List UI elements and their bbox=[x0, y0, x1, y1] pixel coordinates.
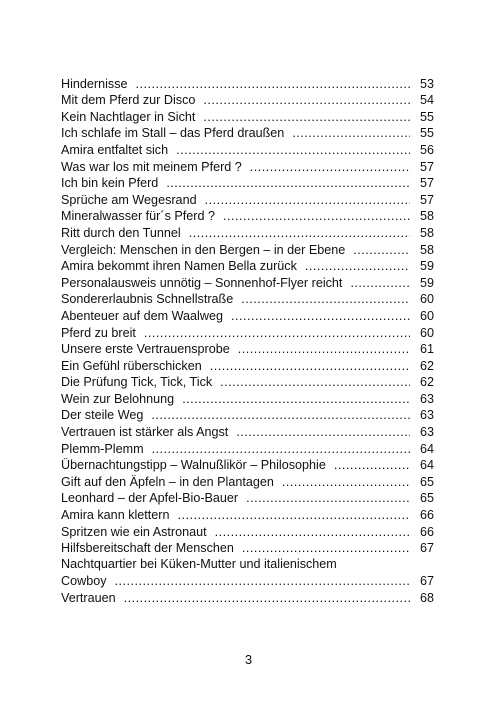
toc-entry-title: Sprüche am Wegesrand bbox=[61, 192, 197, 207]
toc-entry-page: 59 bbox=[419, 275, 434, 290]
toc-leader-dots bbox=[238, 341, 410, 357]
toc-entry bbox=[61, 423, 434, 440]
toc-entry-title: Hilfsbereitschaft der Menschen bbox=[61, 541, 234, 556]
toc-entry-page: 59 bbox=[419, 259, 434, 274]
toc-entry bbox=[61, 324, 434, 341]
toc-entry-title-line1: Nachtquartier bei Küken-Mutter und italienischem bbox=[61, 557, 337, 572]
toc-entry bbox=[61, 158, 434, 175]
toc-entry bbox=[61, 457, 434, 474]
toc-entry-title: Plemm-Plemm bbox=[61, 441, 144, 456]
toc-entry-title: Mit dem Pferd zur Disco bbox=[61, 93, 196, 108]
toc-entry-page: 58 bbox=[419, 242, 434, 257]
toc-entry bbox=[61, 556, 434, 589]
toc-entry bbox=[61, 92, 434, 109]
toc-entry-title: Vertrauen ist stärker als Angst bbox=[61, 425, 229, 440]
toc-entry-page: 57 bbox=[419, 159, 434, 174]
toc-entry bbox=[61, 357, 434, 374]
toc-entry bbox=[61, 341, 434, 358]
toc-entry bbox=[61, 108, 434, 125]
toc-entry bbox=[61, 274, 434, 291]
toc-entry-title: Personalausweis unnötig – Sonnenhof-Flyer reicht bbox=[61, 275, 343, 290]
toc-entry bbox=[61, 291, 434, 308]
toc-entry bbox=[61, 589, 434, 606]
toc-entry-title: Was war los mit meinem Pferd ? bbox=[61, 159, 242, 174]
toc-leader-dots bbox=[178, 507, 411, 523]
toc-entry-page: 53 bbox=[419, 76, 434, 91]
toc-entry-page: 58 bbox=[419, 225, 434, 240]
toc-leader-dots bbox=[220, 374, 410, 390]
toc-leader-dots bbox=[176, 142, 410, 158]
toc-entry-page: 54 bbox=[419, 93, 434, 108]
toc-entry-title: Übernachtungstipp – Walnußlikör – Philosophie bbox=[61, 458, 326, 473]
toc-entry-title: Mineralwasser für´s Pferd ? bbox=[61, 209, 215, 224]
toc-entry-title: Abenteuer auf dem Waalweg bbox=[61, 308, 223, 323]
toc-entry bbox=[61, 407, 434, 424]
toc-entry-title: Die Prüfung Tick, Tick, Tick bbox=[61, 375, 213, 390]
page-number: 3 bbox=[244, 652, 253, 667]
toc-leader-dots bbox=[151, 407, 410, 423]
toc-entry-page: 57 bbox=[419, 192, 434, 207]
toc-entry bbox=[61, 175, 434, 192]
toc-entry-page: 66 bbox=[419, 524, 434, 539]
toc-entry-page: 58 bbox=[419, 209, 434, 224]
toc-entry bbox=[61, 473, 434, 490]
toc-entry-title: Amira entfaltet sich bbox=[61, 142, 169, 157]
toc-entry bbox=[61, 307, 434, 324]
toc-entry-page: 60 bbox=[419, 325, 434, 340]
toc-entry-title: Ein Gefühl rüberschicken bbox=[61, 358, 202, 373]
toc-leader-dots bbox=[115, 573, 411, 589]
toc-leader-dots bbox=[353, 242, 410, 258]
toc-entry-title: Kein Nachtlager in Sicht bbox=[61, 109, 196, 124]
toc-leader-dots bbox=[124, 590, 410, 606]
toc-leader-dots bbox=[250, 159, 410, 175]
toc-entry-title: Unsere erste Vertrauensprobe bbox=[61, 342, 230, 357]
toc-entry bbox=[61, 208, 434, 225]
toc-leader-dots bbox=[210, 358, 410, 374]
toc-leader-dots bbox=[241, 291, 410, 307]
toc-entry bbox=[61, 440, 434, 457]
toc-entry-page: 63 bbox=[419, 408, 434, 423]
toc-entry-page: 66 bbox=[419, 508, 434, 523]
toc-entry-title: Vergleich: Menschen in den Bergen – in der Ebene bbox=[61, 242, 346, 257]
toc-entry-page: 57 bbox=[419, 176, 434, 191]
toc-entry-title: Ich schlafe im Stall – das Pferd draußen bbox=[61, 126, 285, 141]
toc-leader-dots bbox=[144, 325, 410, 341]
toc-entry-title: Sondererlaubnis Schnellstraße bbox=[61, 292, 234, 307]
toc-leader-dots bbox=[231, 308, 410, 324]
toc-entry-title: Wein zur Belohnung bbox=[61, 391, 175, 406]
toc-entry bbox=[61, 125, 434, 142]
toc-entry-page: 64 bbox=[419, 458, 434, 473]
toc-entry bbox=[61, 75, 434, 92]
toc-entry bbox=[61, 390, 434, 407]
toc-leader-dots bbox=[223, 208, 410, 224]
toc-leader-dots bbox=[136, 76, 411, 92]
toc-entry-page: 68 bbox=[419, 591, 434, 605]
toc-entry-page: 63 bbox=[419, 425, 434, 440]
toc-entry-title: Der steile Weg bbox=[61, 408, 144, 423]
toc-entry-title-line2: Cowboy bbox=[61, 574, 107, 589]
toc-leader-dots bbox=[242, 540, 410, 556]
toc-leader-dots bbox=[282, 474, 410, 490]
toc-entry-page: 55 bbox=[419, 126, 434, 141]
toc-entry-title: Amira bekommt ihren Namen Bella zurück bbox=[61, 259, 297, 274]
toc-leader-dots bbox=[334, 457, 410, 473]
toc-entry-title: Amira kann klettern bbox=[61, 508, 170, 523]
toc-leader-dots bbox=[305, 258, 410, 274]
toc-entry-title: Spritzen wie ein Astronaut bbox=[61, 524, 207, 539]
toc-entry-page: 65 bbox=[419, 491, 434, 506]
toc-entry-page: 67 bbox=[419, 574, 434, 589]
toc-entry-page: 62 bbox=[419, 375, 434, 390]
toc-leader-dots bbox=[350, 275, 410, 291]
toc-leader-dots bbox=[182, 391, 410, 407]
toc-entry-page: 56 bbox=[419, 142, 434, 157]
toc-entry bbox=[61, 141, 434, 158]
toc-entry bbox=[61, 523, 434, 540]
toc-entry bbox=[61, 191, 434, 208]
toc-entry-title: Pferd zu breit bbox=[61, 325, 136, 340]
toc-leader-dots bbox=[292, 125, 410, 141]
toc-entry-page: 67 bbox=[419, 541, 434, 556]
toc-leader-dots bbox=[166, 175, 410, 191]
toc-leader-dots bbox=[246, 490, 410, 506]
toc-entry-title: Ich bin kein Pferd bbox=[61, 176, 159, 191]
toc-entry bbox=[61, 506, 434, 523]
toc-entry-title: Hindernisse bbox=[61, 76, 128, 91]
toc-leader-dots bbox=[189, 225, 410, 241]
table-of-contents bbox=[61, 75, 434, 606]
toc-leader-dots bbox=[205, 192, 410, 208]
toc-entry-title: Vertrauen bbox=[61, 591, 116, 605]
toc-entry bbox=[61, 224, 434, 241]
toc-leader-dots bbox=[152, 441, 410, 457]
toc-entry-page: 65 bbox=[419, 474, 434, 489]
toc-entry-page: 64 bbox=[419, 441, 434, 456]
toc-entry bbox=[61, 490, 434, 507]
toc-entry bbox=[61, 374, 434, 391]
toc-entry-page: 55 bbox=[419, 109, 434, 124]
toc-leader-dots bbox=[203, 92, 410, 108]
toc-entry-page: 63 bbox=[419, 391, 434, 406]
toc-entry bbox=[61, 540, 434, 557]
toc-entry-page: 60 bbox=[419, 308, 434, 323]
toc-entry-page: 61 bbox=[419, 342, 434, 357]
toc-entry-title: Ritt durch den Tunnel bbox=[61, 225, 181, 240]
toc-entry-page: 60 bbox=[419, 292, 434, 307]
toc-entry bbox=[61, 258, 434, 275]
toc-entry-title: Leonhard – der Apfel-Bio-Bauer bbox=[61, 491, 239, 506]
toc-entry-title: Gift auf den Äpfeln – in den Plantagen bbox=[61, 474, 274, 489]
toc-entry bbox=[61, 241, 434, 258]
toc-leader-dots bbox=[215, 524, 410, 540]
toc-leader-dots bbox=[203, 109, 410, 125]
toc-entry-page: 62 bbox=[419, 358, 434, 373]
toc-leader-dots bbox=[236, 424, 410, 440]
